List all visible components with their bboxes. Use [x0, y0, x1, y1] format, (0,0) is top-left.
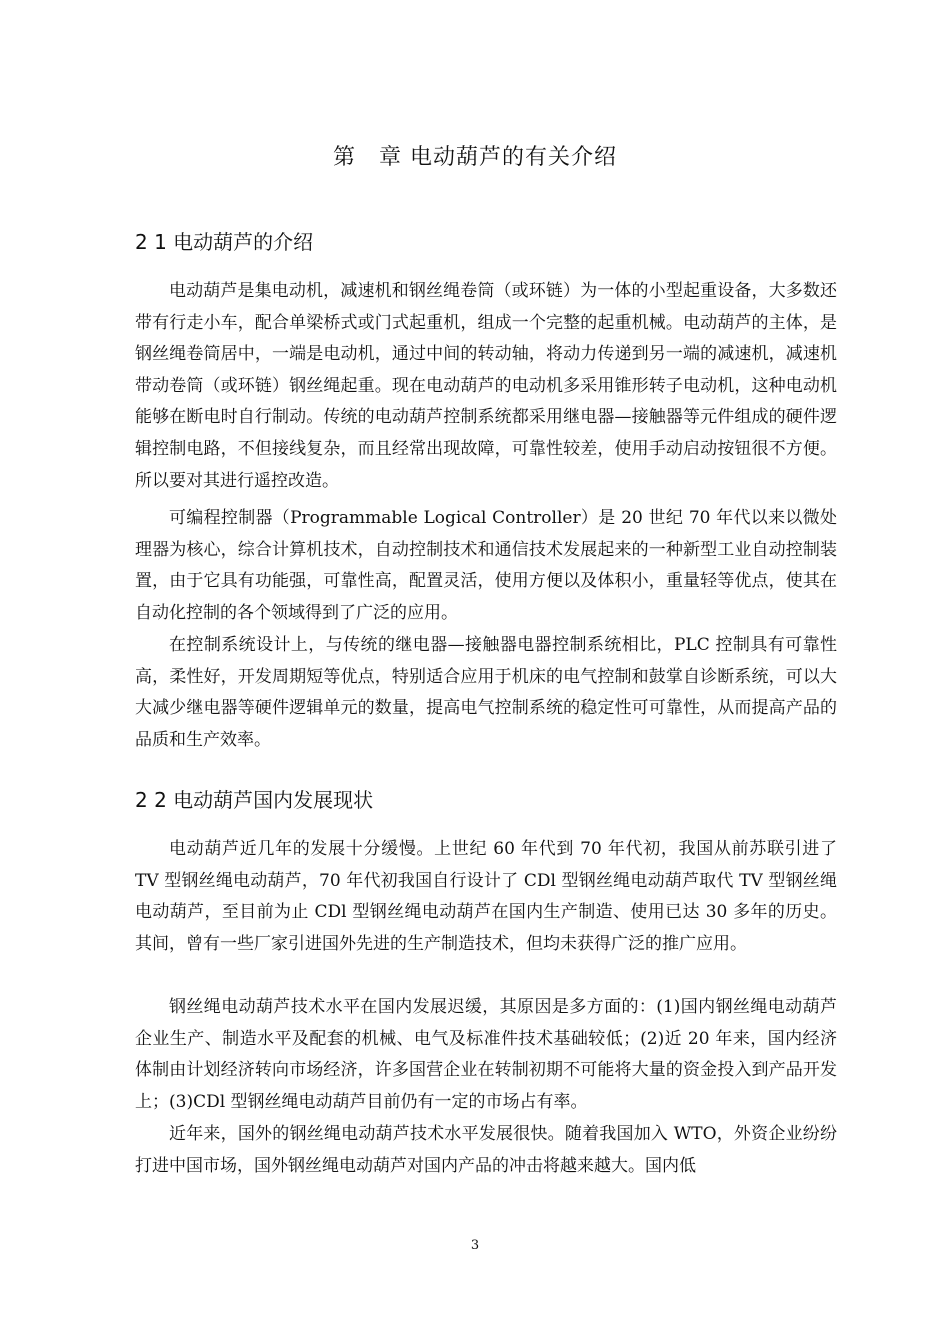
paragraph: 电动葫芦是集电动机，减速机和钢丝绳卷筒（或环链）为一体的小型起重设备，大多数还带有行走小车，配合单梁桥式或门式起重机，组成一个完整的起重机械。电动葫芦的主体，是钢丝绳卷筒居中，一端是电动机，通过中间的转动轴，将动力传递到另一端的减速机，减速机带动卷筒（或环链）钢丝绳起重。现在电动葫芦的电动机多采用锥形转子电动机，这种电动机能够在断电时自行制动。传统的电动葫芦控制系统都采用继电器—接触器等元件组成的硬件逻辑控制电路，不但接线复杂，而且经常出现故障，可靠性较差，使用手动启动按钮很不方便。所以要对其进行遥控改造。 [135, 281, 837, 491]
paragraph: 钢丝绳电动葫芦技术水平在国内发展迟缓，其原因是多方面的：(1)国内钢丝绳电动葫芦企业生产、制造水平及配套的机械、电气及标准件技术基础较低；(2)近 20 年来，国内经济体制由计划经济转向市场经济，许多国营企业在转制初期不可能将大量的资金投入到产品开发上；(3)CDl 型钢丝绳电动葫芦目前仍有一定的市场占有率。 [135, 997, 837, 1112]
page-number: 3 [470, 1238, 480, 1253]
paragraph: 近年来，国外的钢丝绳电动葫芦技术水平发展很快。随着我国加入 WTO，外资企业纷纷打进中国市场，国外钢丝绳电动葫芦对国内产品的冲击将越来越大。国内低 [135, 1124, 837, 1176]
section-heading-2-1: 2 1 电动葫芦的介绍 [135, 230, 314, 254]
chapter-title: 第 章 电动葫芦的有关介绍 [333, 145, 617, 170]
paragraph: 在控制系统设计上，与传统的继电器—接触器电器控制系统相比，PLC 控制具有可靠性高，柔性好，开发周期短等优点，特别适合应用于机床的电气控制和鼓掌自诊断系统，可以大大减少继电器等硬件逻辑单元的数量，提高电气控制系统的稳定性可可靠性，从而提高产品的品质和生产效率。 [135, 635, 837, 750]
paragraph: 可编程控制器（Programmable Logical Controller）是 20 世纪 70 年代以来以微处理器为核心，综合计算机技术，自动控制技术和通信技术发展起来的一种新型工业自动控制装置，由于它具有功能强，可靠性高，配置灵活，使用方便以及体积小，重量轻等优点，使其在自动化控制的各个领域得到了广泛的应用。 [135, 508, 837, 623]
section-heading-2-2: 2 2 电动葫芦国内发展现状 [135, 788, 374, 812]
paragraph: 电动葫芦近几年的发展十分缓慢。上世纪 60 年代到 70 年代初，我国从前苏联引进了 TV 型钢丝绳电动葫芦，70 年代初我国自行设计了 CDl 型钢丝绳电动葫芦取代 TV 型钢丝绳电动葫芦，至目前为止 CDl 型钢丝绳电动葫芦在国内生产制造、使用已达 30 多年的历史。其间，曾有一些厂家引进国外先进的生产制造技术，但均未获得广泛的推广应用。 [135, 839, 837, 954]
